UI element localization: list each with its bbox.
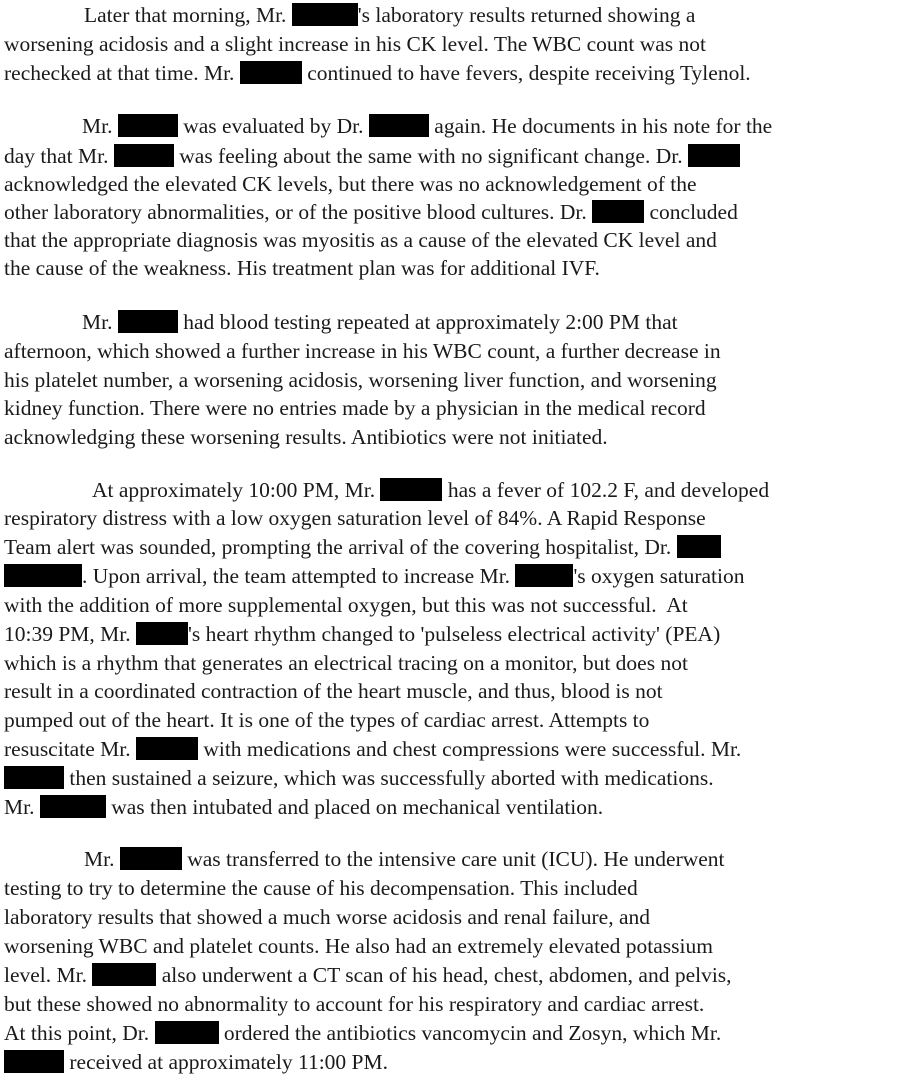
text-segment: worsening WBC and platelet counts. He also had an extremely elevated potassium bbox=[4, 934, 713, 958]
text-segment: had blood testing repeated at approximately 2:00 PM that bbox=[177, 310, 678, 334]
text-segment: was evaluated by Dr. bbox=[177, 114, 369, 138]
text-line bbox=[4, 677, 663, 705]
text-line bbox=[4, 591, 688, 619]
text-line bbox=[4, 30, 706, 58]
text-segment: At approximately 10:00 PM, Mr. bbox=[92, 478, 381, 502]
text-segment: was transferred to the intensive care unit (ICU). He underwent bbox=[181, 847, 725, 871]
text-segment: testing to try to determine the cause of his decompensation. This included bbox=[4, 876, 638, 900]
text-segment: worsening acidosis and a slight increase in his CK level. The WBC count was not bbox=[4, 32, 707, 56]
text-segment: . Upon arrival, the team attempted to increase Mr. bbox=[82, 564, 516, 588]
redaction-box bbox=[240, 61, 302, 84]
text-segment: ordered the antibiotics vancomycin and Zosyn, which Mr. bbox=[218, 1021, 722, 1045]
text-segment: rechecked at that time. Mr. bbox=[4, 61, 240, 85]
text-segment: acknowledged the elevated CK levels, but there was no acknowledgement of the bbox=[4, 172, 697, 196]
redaction-box bbox=[40, 795, 106, 818]
text-segment: Mr. bbox=[82, 310, 118, 334]
text-segment: 's oxygen saturation bbox=[573, 564, 745, 588]
text-line bbox=[4, 366, 717, 394]
text-segment: but these showed no abnormality to account for his respiratory and cardiac arrest. bbox=[4, 992, 705, 1016]
redaction-box bbox=[118, 114, 178, 137]
text-segment: result in a coordinated contraction of the heart muscle, and thus, blood is not bbox=[4, 679, 663, 703]
text-line bbox=[4, 620, 720, 648]
text-line bbox=[4, 874, 638, 902]
redaction-box bbox=[688, 144, 740, 167]
text-segment: then sustained a seizure, which was successfully aborted with medications. bbox=[64, 766, 714, 790]
text-line bbox=[4, 59, 751, 87]
text-segment: was feeling about the same with no significant change. Dr. bbox=[173, 144, 688, 168]
text-line bbox=[4, 142, 740, 170]
redaction-box bbox=[155, 1021, 219, 1044]
text-line bbox=[4, 764, 714, 792]
text-segment: pumped out of the heart. It is one of the types of cardiac arrest. Attempts to bbox=[4, 708, 650, 732]
text-segment: 's laboratory results returned showing a bbox=[357, 3, 696, 27]
redaction-box bbox=[369, 114, 429, 137]
text-line bbox=[4, 1019, 721, 1047]
text-line bbox=[4, 706, 649, 734]
text-segment: which is a rhythm that generates an electrical tracing on a monitor, but does not bbox=[4, 651, 688, 675]
text-segment: 10:39 PM, Mr. bbox=[4, 622, 137, 646]
redaction-box bbox=[4, 1050, 64, 1073]
text-segment: that the appropriate diagnosis was myositis as a cause of the elevated CK level and bbox=[4, 228, 717, 252]
text-segment: was then intubated and placed on mechanical ventilation. bbox=[105, 795, 604, 819]
text-line bbox=[4, 793, 603, 821]
text-line bbox=[4, 226, 717, 254]
text-segment: with medications and chest compressions were successful. Mr. bbox=[197, 737, 742, 761]
text-segment: Team alert was sounded, prompting the arrival of the covering hospitalist, Dr. bbox=[4, 535, 677, 559]
text-line bbox=[4, 533, 721, 561]
text-line bbox=[4, 170, 697, 198]
text-line bbox=[4, 961, 732, 989]
text-line bbox=[4, 198, 738, 226]
text-segment: with the addition of more supplemental oxygen, but this was not successful. At bbox=[4, 593, 688, 617]
text-line bbox=[84, 845, 725, 873]
text-segment: Mr. bbox=[82, 114, 118, 138]
redaction-box bbox=[92, 963, 156, 986]
text-line bbox=[4, 649, 688, 677]
text-segment: laboratory results that showed a much worse acidosis and renal failure, and bbox=[4, 905, 650, 929]
text-segment: has a fever of 102.2 F, and developed bbox=[442, 478, 770, 502]
text-segment: other laboratory abnormalities, or of the positive blood cultures. Dr. bbox=[4, 200, 593, 224]
text-segment: Mr. bbox=[84, 847, 120, 871]
text-line bbox=[4, 423, 608, 451]
text-segment: level. Mr. bbox=[4, 963, 93, 987]
redaction-box bbox=[515, 564, 573, 587]
redaction-box bbox=[136, 622, 188, 645]
text-line bbox=[92, 476, 769, 504]
redaction-box bbox=[120, 847, 182, 870]
redaction-box bbox=[4, 766, 64, 789]
text-segment: Mr. bbox=[4, 795, 40, 819]
text-segment: acknowledging these worsening results. Antibiotics were not initiated. bbox=[4, 425, 608, 449]
text-line bbox=[4, 504, 706, 532]
text-line bbox=[4, 735, 741, 763]
text-line bbox=[4, 990, 704, 1018]
text-line bbox=[4, 903, 650, 931]
text-line bbox=[84, 1, 695, 29]
text-segment: received at approximately 11:00 PM. bbox=[64, 1050, 389, 1074]
redaction-box bbox=[118, 310, 178, 333]
text-segment: concluded bbox=[644, 200, 738, 224]
redaction-box bbox=[677, 535, 721, 558]
text-line bbox=[4, 394, 706, 422]
text-segment: continued to have fevers, despite receiving Tylenol. bbox=[301, 61, 751, 85]
text-line bbox=[4, 1048, 388, 1076]
redaction-box bbox=[136, 737, 198, 760]
text-segment: Later that morning, Mr. bbox=[84, 3, 292, 27]
text-line bbox=[4, 337, 721, 365]
text-line bbox=[4, 254, 600, 282]
redaction-box bbox=[4, 564, 82, 587]
text-line bbox=[4, 562, 745, 590]
text-segment: the cause of the weakness. His treatment plan was for additional IVF. bbox=[4, 256, 600, 280]
text-line bbox=[82, 308, 678, 336]
text-segment: also underwent a CT scan of his head, chest, abdomen, and pelvis, bbox=[156, 963, 732, 987]
text-segment: 's heart rhythm changed to 'pulseless electrical activity' (PEA) bbox=[188, 622, 721, 646]
text-segment: At this point, Dr. bbox=[4, 1021, 155, 1045]
text-line bbox=[82, 112, 772, 140]
redaction-box bbox=[380, 478, 442, 501]
text-segment: his platelet number, a worsening acidosis, worsening liver function, and worsening bbox=[4, 368, 717, 392]
text-line bbox=[4, 932, 713, 960]
redaction-box bbox=[292, 3, 358, 26]
text-segment: respiratory distress with a low oxygen saturation level of 84%. A Rapid Response bbox=[4, 506, 706, 530]
redaction-box bbox=[592, 200, 644, 223]
text-segment: resuscitate Mr. bbox=[4, 737, 136, 761]
text-segment: afternoon, which showed a further increase in his WBC count, a further decrease in bbox=[4, 339, 721, 363]
text-segment: again. He documents in his note for the bbox=[428, 114, 773, 138]
redaction-box bbox=[114, 144, 174, 167]
text-segment: day that Mr. bbox=[4, 144, 114, 168]
text-segment: kidney function. There were no entries made by a physician in the medical record bbox=[4, 396, 706, 420]
